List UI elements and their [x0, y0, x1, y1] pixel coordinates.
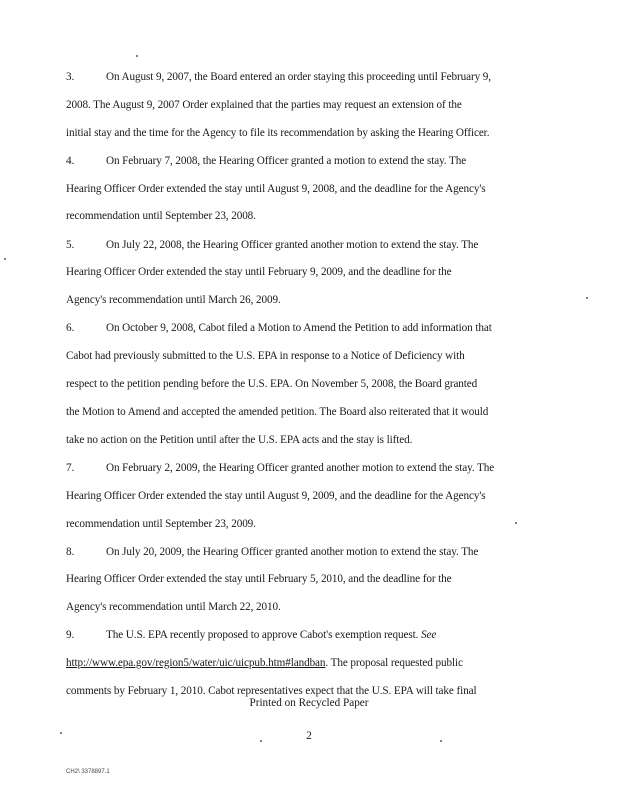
paragraph-number: 3. [66, 71, 75, 83]
paragraph-number: 4. [66, 155, 75, 167]
scan-speck [515, 522, 517, 524]
paragraph-6-line-1: 6. On October 9, 2008, Cabot filed a Motion to Amend the Petition to add information that [66, 322, 492, 334]
paragraph-number: 8. [66, 546, 75, 558]
page-number: 2 [306, 730, 312, 742]
paragraph-7-line-2: Hearing Officer Order extended the stay until August 9, 2009, and the deadline for the Agency's [66, 490, 486, 502]
paragraph-6-line-5: take no action on the Petition until after the U.S. EPA acts and the stay is lifted. [66, 434, 413, 446]
paragraph-4-line-1: 4. On February 7, 2008, the Hearing Officer granted a motion to extend the stay. The [66, 155, 467, 167]
paragraph-3-line-3: initial stay and the time for the Agency to file its recommendation by asking the Hearing Officer. [66, 127, 490, 139]
paragraph-7-line-3: recommendation until September 23, 2009. [66, 518, 256, 530]
paragraph-3-line-2: 2008. The August 9, 2007 Order explained that the parties may request an extension of the [66, 99, 462, 111]
paragraph-6-line-3: respect to the petition pending before the U.S. EPA. On November 5, 2008, the Board granted [66, 378, 478, 390]
paragraph-8-line-1: 8. On July 20, 2009, the Hearing Officer granted another motion to extend the stay. The [66, 546, 479, 558]
paragraph-7-line-1: 7. On February 2, 2009, the Hearing Officer granted another motion to extend the stay. The [66, 462, 495, 474]
scan-speck [60, 732, 62, 734]
scan-speck [260, 740, 262, 742]
see-signal: See [421, 629, 437, 641]
paragraph-9-line-3: comments by February 1, 2010. Cabot representatives expect that the U.S. EPA will take final [66, 685, 477, 697]
paragraph-9-line-1: 9. The U.S. EPA recently proposed to approve Cabot's exemption request. See [66, 629, 437, 641]
paragraph-number: 7. [66, 462, 75, 474]
scan-speck [136, 55, 138, 57]
recycled-paper-notice: Printed on Recycled Paper [249, 697, 369, 709]
paragraph-5-line-3: Agency's recommendation until March 26, 2009. [66, 294, 281, 306]
document-id: CH2\ 3378897.1 [66, 769, 110, 775]
paragraph-6-line-2: Cabot had previously submitted to the U.S. EPA in response to a Notice of Deficiency with [66, 350, 465, 362]
paragraph-9-line-2: http://www.epa.gov/region5/water/uic/uicpub.htm#landban. The proposal requested public [66, 657, 463, 669]
scan-speck [440, 740, 442, 742]
scan-speck [4, 258, 6, 260]
paragraph-8-line-3: Agency's recommendation until March 22, 2010. [66, 601, 281, 613]
epa-link[interactable]: http://www.epa.gov/region5/water/uic/uicpub.htm#landban [66, 657, 326, 669]
paragraph-4-line-3: recommendation until September 23, 2008. [66, 210, 256, 222]
paragraph-number: 5. [66, 239, 75, 251]
paragraph-3-line-1: 3. On August 9, 2007, the Board entered an order staying this proceeding until February 9, [66, 71, 491, 83]
paragraph-5-line-1: 5. On July 22, 2008, the Hearing Officer granted another motion to extend the stay. The [66, 239, 479, 251]
paragraph-5-line-2: Hearing Officer Order extended the stay until February 9, 2009, and the deadline for the [66, 266, 452, 278]
paragraph-4-line-2: Hearing Officer Order extended the stay until August 9, 2008, and the deadline for the Agency's [66, 183, 486, 195]
paragraph-6-line-4: the Motion to Amend and accepted the amended petition. The Board also reiterated that it would [66, 406, 489, 418]
paragraph-8-line-2: Hearing Officer Order extended the stay until February 5, 2010, and the deadline for the [66, 573, 452, 585]
scan-speck [586, 297, 588, 299]
paragraph-number: 6. [66, 322, 75, 334]
paragraph-number: 9. [66, 629, 75, 641]
